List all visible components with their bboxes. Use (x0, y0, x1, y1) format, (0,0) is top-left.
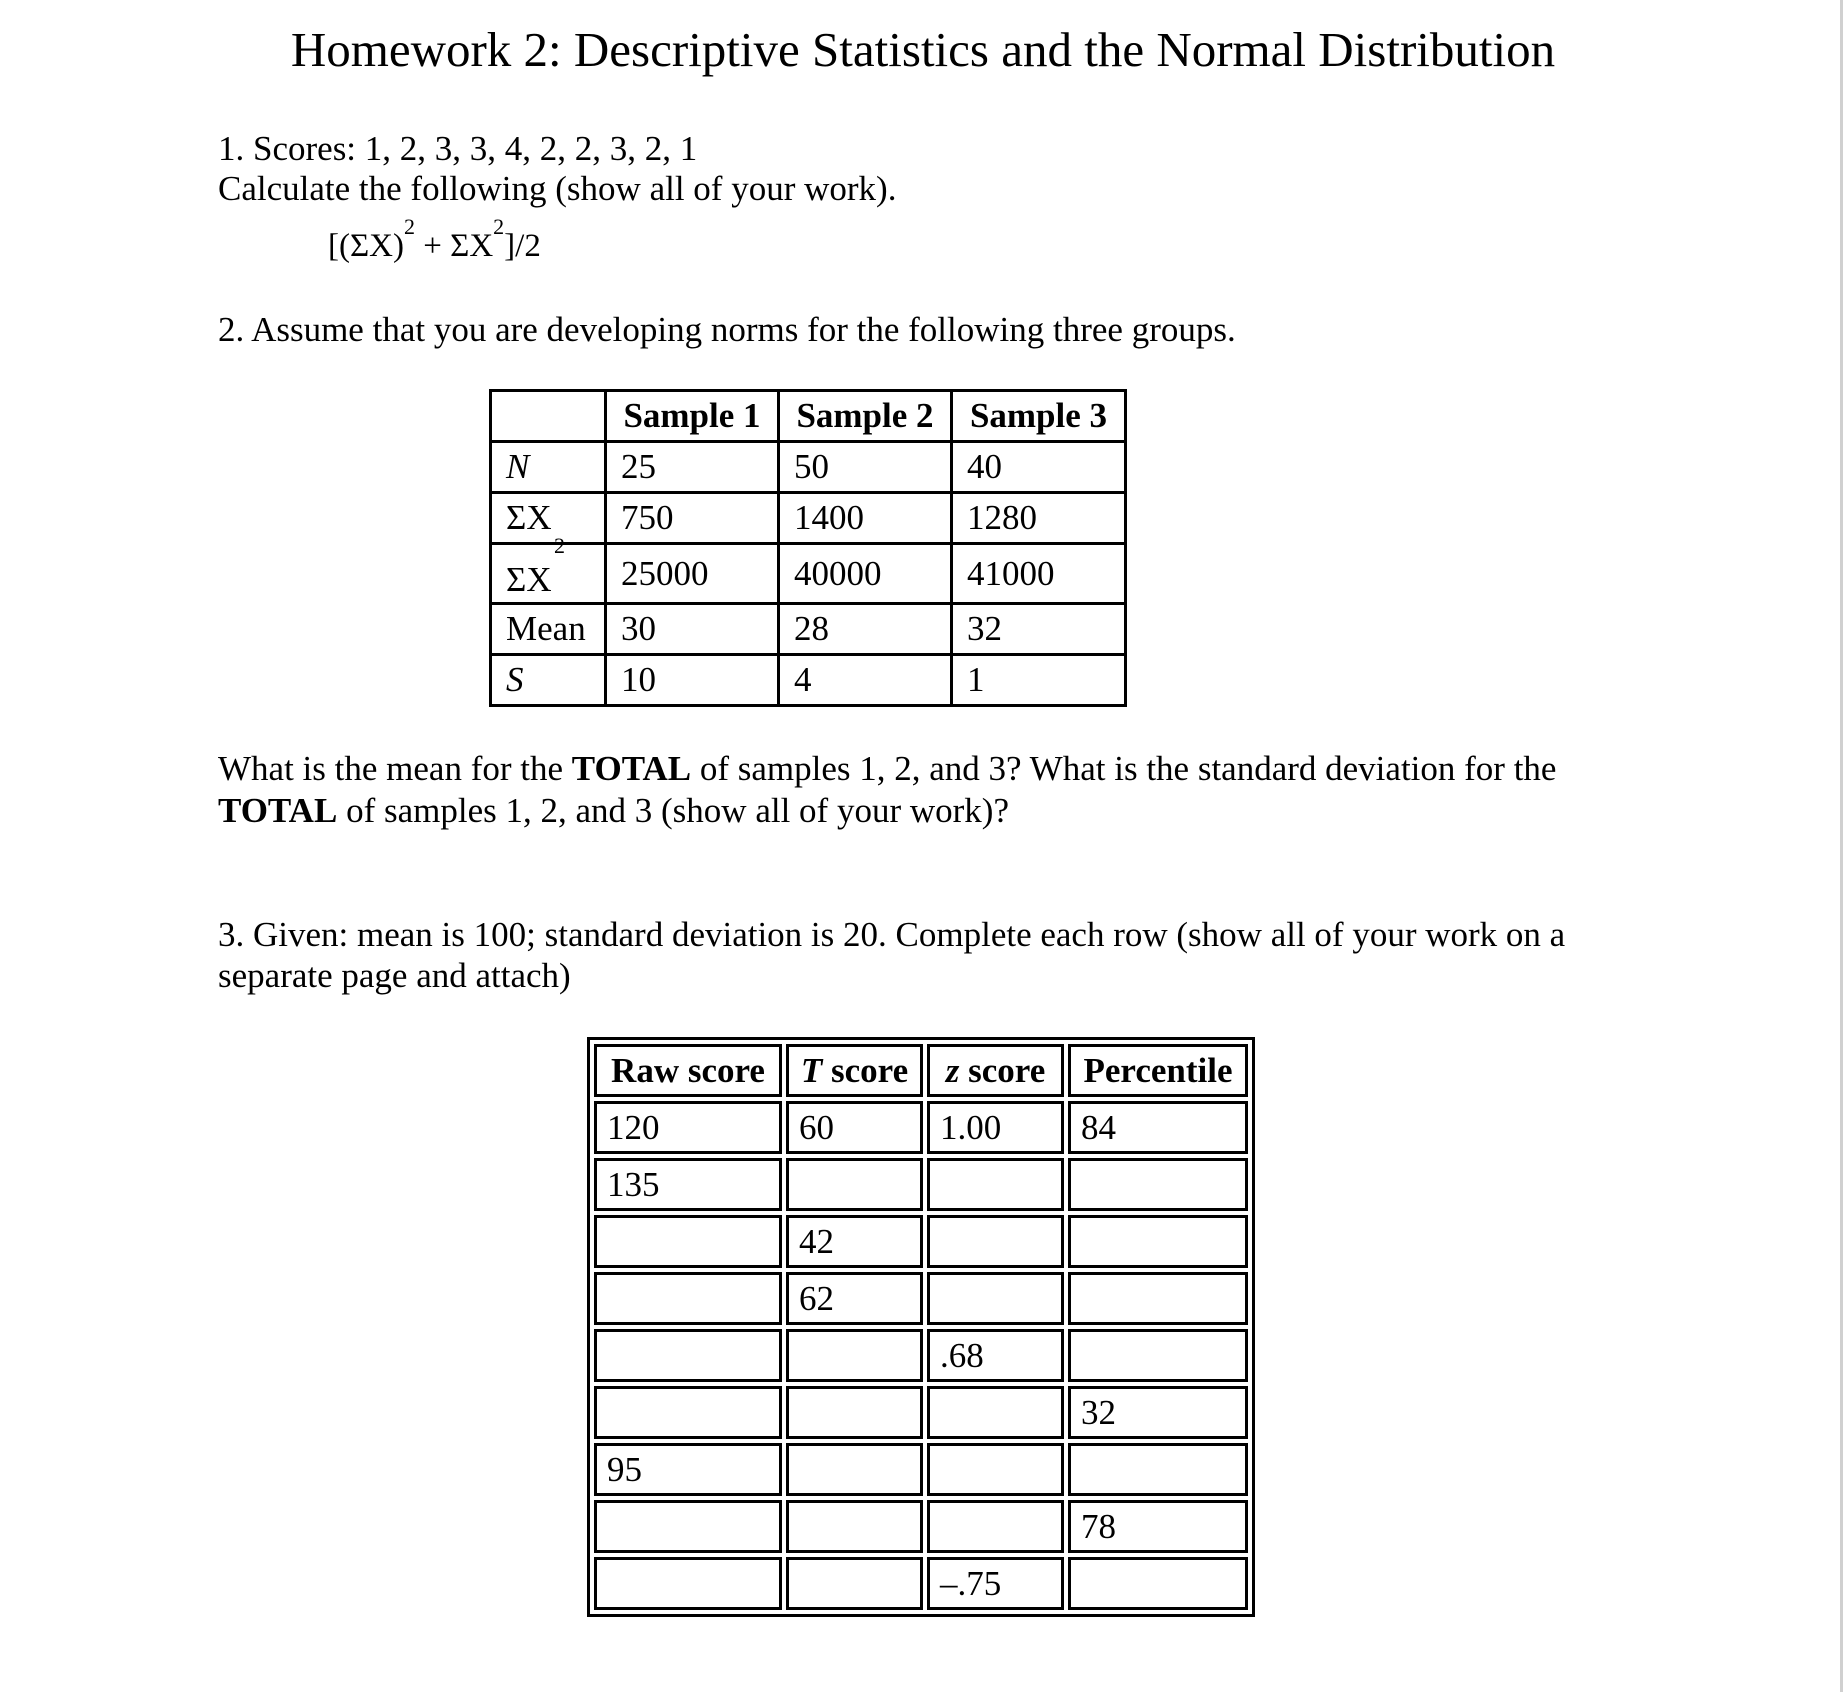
header-text: score (959, 1050, 1046, 1090)
table-cell (786, 1386, 923, 1439)
table-cell (1068, 1557, 1248, 1610)
question-text: of samples 1, 2, and 3 (show all of your work)? (337, 791, 1009, 830)
table-cell: 40000 (779, 544, 952, 604)
norms-row-sumx2 (491, 544, 1126, 604)
header-z-score (927, 1044, 1064, 1097)
table-cell (594, 1272, 782, 1325)
scores-table (587, 1037, 1255, 1617)
table-row (594, 1158, 1248, 1211)
table-cell (786, 1500, 923, 1553)
table-cell (786, 1158, 923, 1211)
table-row (594, 1386, 1248, 1439)
table-cell (927, 1500, 1064, 1553)
table-cell (927, 1158, 1064, 1211)
table-cell: 30 (606, 604, 779, 655)
row-label: S (491, 655, 606, 706)
q1-formula (328, 214, 541, 267)
q2-intro: 2. Assume that you are developing norms for the following three groups. (218, 310, 1236, 349)
table-row (594, 1557, 1248, 1610)
table-cell (927, 1272, 1064, 1325)
table-cell (594, 1557, 782, 1610)
table-cell (594, 1215, 782, 1268)
table-cell (1068, 1272, 1248, 1325)
table-cell: 41000 (952, 544, 1126, 604)
sum-x-squared-label: ΣX 2 (506, 532, 565, 599)
table-cell: 1280 (952, 493, 1126, 544)
table-cell (1068, 1443, 1248, 1496)
table-cell: 84 (1068, 1101, 1248, 1154)
header-italic: z (945, 1050, 960, 1090)
norms-header-row (491, 391, 1126, 442)
norms-table (489, 389, 1127, 707)
formula-exponent-2: 2 (493, 214, 505, 239)
header-raw-score: Raw score (594, 1044, 782, 1097)
norms-row-s (491, 655, 1126, 706)
table-cell: 1400 (779, 493, 952, 544)
table-cell: 42 (786, 1215, 923, 1268)
norms-header-cell: Sample 1 (606, 391, 779, 442)
formula-exponent-1: 2 (404, 214, 416, 239)
q2-question-line1 (218, 748, 1556, 790)
table-cell: 25 (606, 442, 779, 493)
table-cell (594, 1329, 782, 1382)
q3-line1: 3. Given: mean is 100; standard deviation is 20. Complete each row (show all of your work on a (218, 915, 1566, 954)
table-row (594, 1500, 1248, 1553)
table-row (594, 1272, 1248, 1325)
table-cell (786, 1329, 923, 1382)
row-label: N (491, 442, 606, 493)
table-cell: 1.00 (927, 1101, 1064, 1154)
scores-header-row (594, 1044, 1248, 1097)
table-cell: 28 (779, 604, 952, 655)
row-label: Mean (491, 604, 606, 655)
table-cell (927, 1386, 1064, 1439)
q1-instruction: Calculate the following (show all of your work). (218, 169, 897, 208)
table-cell: .68 (927, 1329, 1064, 1382)
table-cell: 1 (952, 655, 1126, 706)
table-row (594, 1215, 1248, 1268)
norms-header-cell: Sample 3 (952, 391, 1126, 442)
table-cell: 135 (594, 1158, 782, 1211)
norms-header-cell (491, 391, 606, 442)
question-emphasis: TOTAL (571, 749, 692, 788)
q3-line2: separate page and attach) (218, 956, 571, 995)
formula-part-c: ]/2 (504, 228, 541, 264)
table-cell: 10 (606, 655, 779, 706)
table-cell: 32 (952, 604, 1126, 655)
formula-part-a: [(ΣX) (328, 228, 405, 264)
table-cell (786, 1557, 923, 1610)
q1-scores: 1. Scores: 1, 2, 3, 3, 4, 2, 2, 3, 2, 1 (218, 129, 698, 168)
page-title: Homework 2: Descriptive Statistics and the Normal Distribution (290, 22, 1556, 77)
table-cell: 60 (786, 1101, 923, 1154)
table-cell: 750 (606, 493, 779, 544)
table-cell (927, 1443, 1064, 1496)
table-cell: 32 (1068, 1386, 1248, 1439)
table-cell: –.75 (927, 1557, 1064, 1610)
header-percentile: Percentile (1068, 1044, 1248, 1097)
table-cell (927, 1215, 1064, 1268)
table-cell: 40 (952, 442, 1126, 493)
table-cell (594, 1500, 782, 1553)
question-text: of samples 1, 2, and 3? What is the standard deviation for the (691, 749, 1557, 788)
table-cell (786, 1443, 923, 1496)
table-cell: 50 (779, 442, 952, 493)
table-cell: 25000 (606, 544, 779, 604)
question-text: What is the mean for the (218, 749, 572, 788)
table-row (594, 1101, 1248, 1154)
table-cell: 120 (594, 1101, 782, 1154)
table-cell: 78 (1068, 1500, 1248, 1553)
norms-row-sumx (491, 493, 1126, 544)
table-row (594, 1329, 1248, 1382)
sum-x-squared-text: ΣX (506, 559, 552, 599)
table-cell (1068, 1329, 1248, 1382)
q2-question-line2 (218, 790, 1009, 832)
row-label: ΣX (491, 493, 606, 544)
header-text: score (822, 1050, 909, 1090)
header-italic: T (800, 1050, 823, 1090)
table-cell: 4 (779, 655, 952, 706)
header-t-score (786, 1044, 923, 1097)
row-label (491, 532, 606, 604)
table-cell (1068, 1158, 1248, 1211)
table-cell: 62 (786, 1272, 923, 1325)
table-row (594, 1443, 1248, 1496)
norms-header-cell: Sample 2 (779, 391, 952, 442)
table-cell (594, 1386, 782, 1439)
norms-row-n (491, 442, 1126, 493)
norms-row-mean (491, 604, 1126, 655)
question-emphasis: TOTAL (218, 791, 338, 830)
table-cell (1068, 1215, 1248, 1268)
formula-part-b: + ΣX (415, 228, 494, 264)
table-cell: 95 (594, 1443, 782, 1496)
